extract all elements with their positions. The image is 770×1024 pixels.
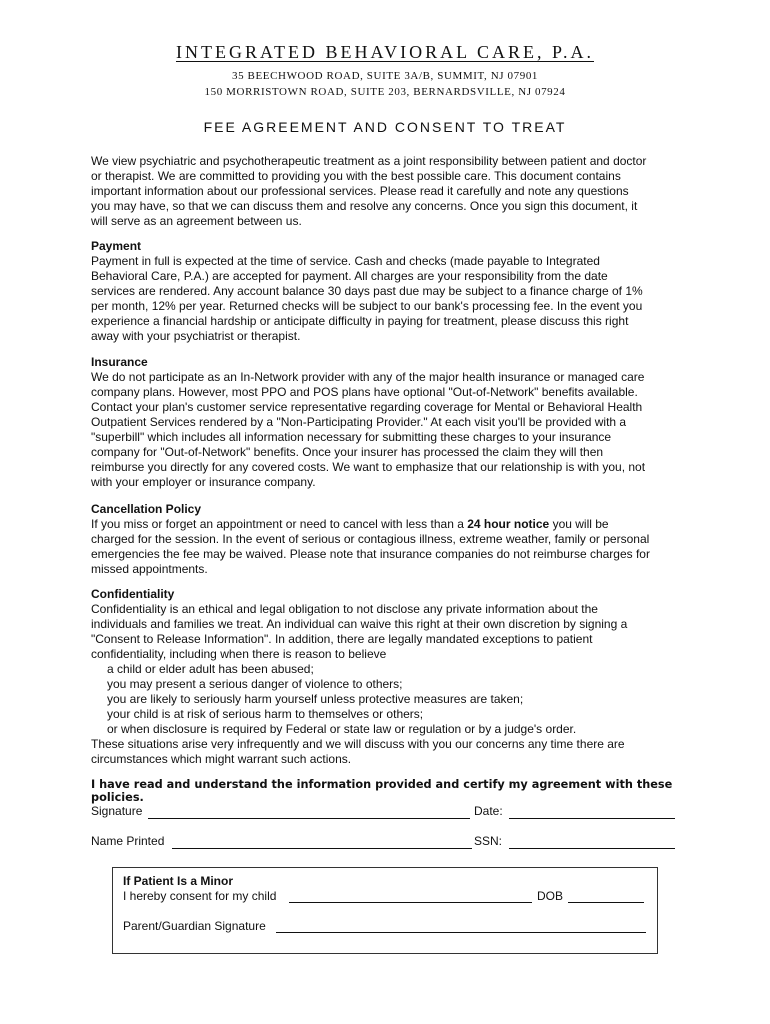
payment-line: Behavioral Care, P.A.) are accepted for payment. All charges are your responsibility from the date: [91, 269, 608, 283]
confidentiality-section: [91, 587, 691, 767]
intro-line: will serve as an agreement between us.: [91, 214, 302, 228]
ssn-label: SSN:: [474, 834, 503, 848]
dob-field[interactable]: [568, 902, 644, 903]
cancellation-section: [91, 502, 691, 577]
confidentiality-line: "Consent to Release Information". In addition, there are legally mandated exceptions to patient: [91, 632, 593, 646]
payment-line: away with your psychiatrist or therapist.: [91, 329, 301, 343]
confidentiality-line: Confidentiality is an ethical and legal obligation to not disclose any private information about the: [91, 602, 598, 616]
notice-period: 24 hour notice: [467, 517, 550, 531]
insurance-line: reimburse you directly for any covered costs. We want to emphasize that our relationship is with you, not: [91, 460, 646, 474]
minor-consent-box: [112, 867, 658, 954]
cancellation-line: [91, 517, 691, 532]
address-bernardsville: 150 MORRISTOWN ROAD, SUITE 203, BERNARDSVILLE, NJ 07924: [204, 86, 566, 98]
guardian-signature-field[interactable]: [276, 932, 646, 933]
ssn-field[interactable]: [509, 848, 675, 849]
payment-line: Payment in full is expected at the time of service. Cash and checks (made payable to Integrated: [91, 254, 600, 268]
confidentiality-line: confidentiality, including when there is reason to believe: [91, 647, 387, 661]
name-printed-label: Name Printed: [91, 834, 165, 848]
cancellation-line: missed appointments.: [91, 562, 208, 576]
insurance-line: Contact your plan's customer service representative regarding coverage for Mental or Behavioral Health: [91, 400, 643, 414]
payment-line: services are rendered. Any account balance 30 days past due may be subject to a finance charge of 1%: [91, 284, 643, 298]
confidentiality-closing: These situations arise very infrequently and we will discuss with you our concerns any time there are: [91, 737, 625, 751]
insurance-section: [91, 355, 691, 490]
payment-heading: Payment: [91, 239, 142, 253]
dob-label: DOB: [537, 889, 564, 903]
cancellation-heading: Cancellation Policy: [91, 502, 202, 516]
insurance-heading: Insurance: [91, 355, 148, 369]
confidentiality-line: individuals and families we treat. An individual can waive this right at their own discretion by signing a: [91, 617, 628, 631]
cancellation-line: charged for the session. In the event of serious or contagious illness, extreme weather, family or personal: [91, 532, 650, 546]
insurance-line: company plans. However, most PPO and POS plans have optional "Out-of-Network" benefits available.: [91, 385, 638, 399]
exception-item: a child or elder adult has been abused;: [107, 662, 314, 676]
child-consent-label: I hereby consent for my child: [123, 889, 277, 903]
intro-paragraph: [91, 154, 691, 229]
certification-statement: I have read and understand the information provided and certify my agreement with these policies.: [91, 778, 673, 804]
insurance-line: company for "Out-of-Network" benefits. Once your insurer has processed the claim they will then: [91, 445, 604, 459]
cancellation-text: you will be: [549, 517, 609, 531]
child-name-field[interactable]: [289, 902, 532, 903]
intro-line: important information about our professional services. Please read it carefully and note any questions: [91, 184, 629, 198]
minor-title: If Patient Is a Minor: [123, 874, 234, 888]
exception-item: your child is at risk of serious harm to themselves or others;: [107, 707, 424, 721]
insurance-line: Outpatient Services rendered by a "Non-Participating Provider." At each visit you'll be provided with a: [91, 415, 627, 429]
intro-line: We view psychiatric and psychotherapeutic treatment as a joint responsibility between patient and doctor: [91, 154, 647, 168]
date-label: Date:: [474, 804, 503, 818]
cancellation-line: emergencies the fee may be waived. Please note that insurance companies do not reimburse charges for: [91, 547, 650, 561]
firm-name: INTEGRATED BEHAVIORAL CARE, P.A.: [175, 42, 594, 62]
insurance-line: "superbill" which includes all information necessary for submitting these charges to your insurance: [91, 430, 612, 444]
date-field[interactable]: [509, 818, 675, 819]
insurance-line: We do not participate as an In-Network provider with any of the major health insurance or managed care: [91, 370, 645, 384]
cancellation-text: If you miss or forget an appointment or need to cancel with less than a: [91, 517, 468, 531]
exception-item: you may present a serious danger of violence to others;: [107, 677, 403, 691]
exception-item: you are likely to seriously harm yourself unless protective measures are taken;: [107, 692, 524, 706]
insurance-line: with your employer or insurance company.: [91, 475, 316, 489]
payment-section: [91, 239, 691, 344]
name-printed-field[interactable]: [172, 848, 472, 849]
signature-label: Signature: [91, 804, 143, 818]
confidentiality-closing: circumstances which might warrant such actions.: [91, 752, 352, 766]
document-title: FEE AGREEMENT AND CONSENT TO TREAT: [203, 119, 567, 135]
confidentiality-heading: Confidentiality: [91, 587, 175, 601]
address-summit: 35 BEECHWOOD ROAD, SUITE 3A/B, SUMMIT, NJ 07901: [231, 70, 539, 82]
intro-line: you may have, so that we can discuss them and resolve any concerns. Once you sign this document, it: [91, 199, 638, 213]
payment-line: per month, 12% per year. Returned checks will be subject to our bank's processing fee. In the event you: [91, 299, 643, 313]
exception-item: or when disclosure is required by Federal or state law or regulation or by a judge's order.: [107, 722, 577, 736]
guardian-signature-label: Parent/Guardian Signature: [123, 919, 266, 933]
payment-line: experience a financial hardship or anticipate difficulty in paying for treatment, please discuss this right: [91, 314, 629, 328]
signature-field[interactable]: [148, 818, 470, 819]
intro-line: or therapist. We are committed to providing you with the best possible care. This document contains: [91, 169, 621, 183]
